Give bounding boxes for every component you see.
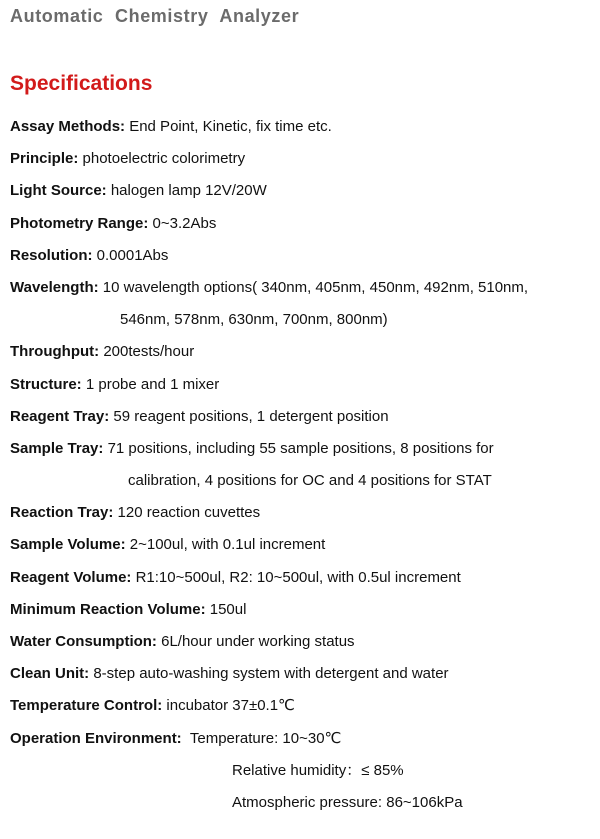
spec-row-assay-methods xyxy=(10,116,595,148)
spec-value: halogen lamp 12V/20W xyxy=(110,182,267,200)
spec-row-temperature-control xyxy=(10,695,595,727)
spec-label: Wavelength: xyxy=(10,278,99,296)
spec-row-structure xyxy=(10,374,595,406)
spec-row-photometry-range xyxy=(10,213,595,245)
spec-value: 6L/hour under working status xyxy=(161,633,355,651)
spec-value: 10 wavelength options( 340nm, 405nm, 450nm, 492nm, 510nm, xyxy=(102,278,529,296)
spec-label: Throughput: xyxy=(10,343,100,361)
spec-value: photoelectric colorimetry xyxy=(82,150,246,168)
section-heading: Specifications xyxy=(10,72,153,95)
spec-row-reagent-volume xyxy=(10,567,595,599)
spec-label: Sample Volume: xyxy=(10,536,126,554)
spec-label: Reaction Tray: xyxy=(10,504,114,522)
spec-row-throughput xyxy=(10,341,595,373)
spec-row-min-reaction-volume xyxy=(10,599,595,631)
spec-row-reagent-tray xyxy=(10,406,595,438)
spec-value-continued: Relative humidity：≤ 85% xyxy=(232,761,404,779)
spec-row-water-consumption xyxy=(10,631,595,663)
spec-label: Reagent Volume: xyxy=(10,568,132,586)
spec-row-sample-volume xyxy=(10,534,595,566)
spec-value: Temperature: 10~30℃ xyxy=(189,729,342,747)
spec-label: Light Source: xyxy=(10,182,107,200)
spec-label: Clean Unit: xyxy=(10,665,90,683)
spec-value: 1 probe and 1 mixer xyxy=(85,375,220,393)
spec-row-light-source xyxy=(10,180,595,212)
specifications-list xyxy=(10,116,595,824)
spec-value-continued: Atmospheric pressure: 86~106kPa xyxy=(232,793,463,811)
spec-label: Minimum Reaction Volume: xyxy=(10,600,206,618)
spec-value-continued: 546nm, 578nm, 630nm, 700nm, 800nm) xyxy=(120,311,388,329)
spec-label: Reagent Tray: xyxy=(10,407,110,425)
spec-value-continued: calibration, 4 positions for OC and 4 positions for STAT xyxy=(128,472,492,490)
spec-label: Water Consumption: xyxy=(10,633,157,651)
spec-value: 150ul xyxy=(209,600,247,618)
spec-value: R1:10~500ul, R2: 10~500ul, with 0.5ul increment xyxy=(135,568,461,586)
spec-row-reaction-tray xyxy=(10,502,595,534)
spec-label: Photometry Range: xyxy=(10,214,149,232)
spec-label: Principle: xyxy=(10,150,79,168)
spec-value: 59 reagent positions, 1 detergent position xyxy=(113,407,389,425)
spec-row-clean-unit xyxy=(10,663,595,695)
spec-value: 0~3.2Abs xyxy=(152,214,217,232)
spec-row-wavelength xyxy=(10,277,595,341)
spec-value: 0.0001Abs xyxy=(96,246,169,264)
spec-value: 120 reaction cuvettes xyxy=(117,504,261,522)
spec-label: Assay Methods: xyxy=(10,118,126,135)
spec-label: Operation Environment: xyxy=(10,729,182,747)
spec-value: End Point, Kinetic, fix time etc. xyxy=(129,118,332,135)
spec-label: Structure: xyxy=(10,375,82,393)
spec-value: 71 positions, including 55 sample positions, 8 positions for xyxy=(107,439,494,457)
spec-label: Temperature Control: xyxy=(10,697,163,715)
spec-row-sample-tray xyxy=(10,438,595,502)
spec-label: Sample Tray: xyxy=(10,439,104,457)
spec-row-resolution xyxy=(10,245,595,277)
spec-label: Resolution: xyxy=(10,246,93,264)
spec-value: 2~100ul, with 0.1ul increment xyxy=(129,536,326,554)
spec-row-principle xyxy=(10,148,595,180)
spec-row-operation-environment xyxy=(10,728,595,825)
spec-value: incubator 37±0.1℃ xyxy=(166,697,295,715)
page-title: Automatic Chemistry Analyzer xyxy=(10,6,300,26)
spec-value: 200tests/hour xyxy=(103,343,195,361)
spec-value: 8-step auto-washing system with detergent and water xyxy=(93,665,449,683)
